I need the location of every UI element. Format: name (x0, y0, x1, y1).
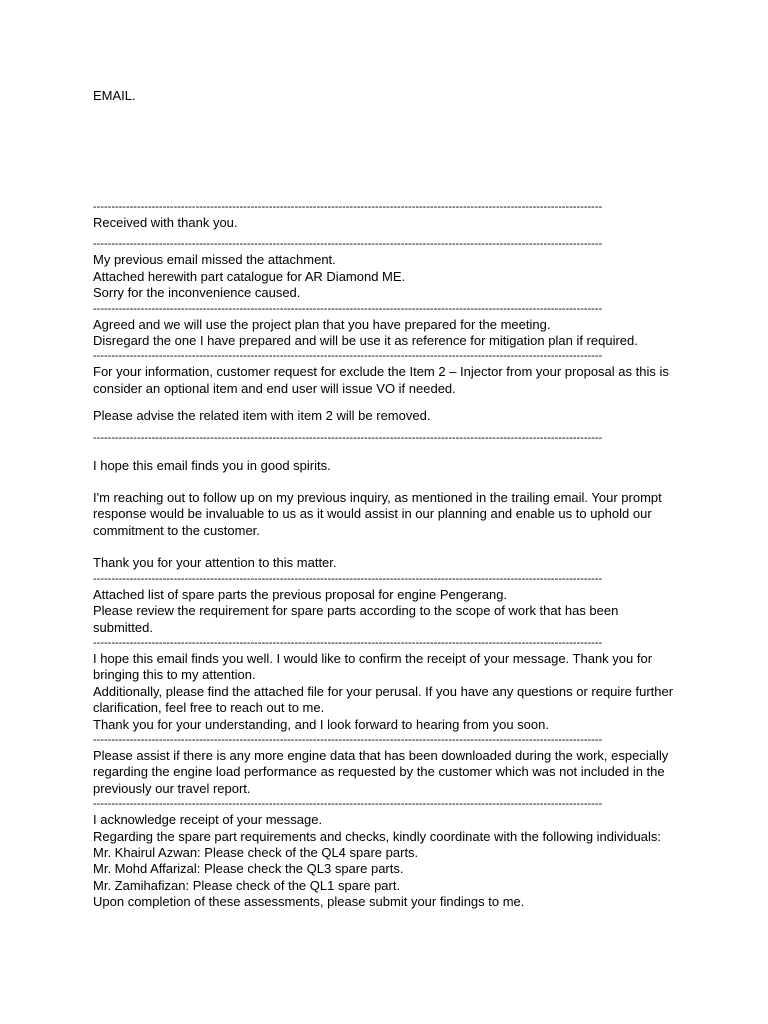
email-section (93, 215, 678, 231)
email-section (93, 748, 678, 797)
separator-line: ------------------------------------------------------------------------------------------------------------------------------------------- (93, 431, 603, 444)
paragraph: Sorry for the inconvenience caused. (93, 285, 301, 301)
paragraph: Agreed and we will use the project plan that you have prepared for the meeting. (93, 316, 551, 332)
paragraph: Upon completion of these assessments, please submit your findings to me. (93, 894, 525, 910)
separator-line: ------------------------------------------------------------------------------------------------------------------------------------------- (93, 302, 603, 315)
email-section (93, 364, 678, 424)
email-section (93, 317, 678, 350)
paragraph: Thank you for your attention to this matter. (93, 555, 337, 571)
paragraph: I'm reaching out to follow up on my previous inquiry, as mentioned in the trailing email. Your prompt response would be invaluable to us as it would assist in our planning and enable us to uphold our commitment to the customer. (93, 490, 662, 538)
email-section (93, 252, 678, 301)
email-section (93, 458, 678, 572)
separator-line: ------------------------------------------------------------------------------------------------------------------------------------------- (93, 572, 603, 585)
email-body (93, 200, 678, 911)
paragraph: Attached herewith part catalogue for AR Diamond ME. (93, 268, 406, 284)
paragraph: Regarding the spare part requirements and checks, kindly coordinate with the following individuals: (93, 828, 661, 844)
paragraph: Thank you for your understanding, and I look forward to hearing from you soon. (93, 716, 549, 732)
paragraph: My previous email missed the attachment. (93, 252, 336, 268)
paragraph: For your information, customer request for exclude the Item 2 – Injector from your proposal as this is consider an optional item and end user will issue VO if needed. (93, 364, 669, 396)
paragraph: Additionally, please find the attached file for your perusal. If you have any questions or require further clarification, feel free to reach out to me. (93, 683, 674, 716)
paragraph: Disregard the one I have prepared and will be use it as reference for mitigation plan if required. (93, 333, 638, 349)
separator-line: ------------------------------------------------------------------------------------------------------------------------------------------- (93, 350, 603, 363)
email-section (93, 651, 678, 733)
separator-line: ------------------------------------------------------------------------------------------------------------------------------------------- (93, 636, 603, 649)
paragraph: Mr. Zamihafizan: Please check of the QL1 spare part. (93, 877, 401, 893)
paragraph: Please advise the related item with item 2 will be removed. (93, 408, 431, 424)
separator-line: ------------------------------------------------------------------------------------------------------------------------------------------- (93, 201, 603, 213)
separator-line: ------------------------------------------------------------------------------------------------------------------------------------------- (93, 733, 603, 746)
email-section (93, 587, 678, 636)
separator-line: ------------------------------------------------------------------------------------------------------------------------------------------- (93, 238, 603, 251)
document-title: EMAIL. (93, 88, 136, 103)
email-section (93, 812, 678, 910)
paragraph: I acknowledge receipt of your message. (93, 812, 323, 828)
paragraph: I hope this email finds you well. I would like to confirm the receipt of your message. Thank you for bringing this to my attention. (93, 650, 653, 683)
paragraph: Mr. Khairul Azwan: Please check of the QL4 spare parts. (93, 844, 419, 860)
paragraph: Mr. Mohd Affarizal: Please check the QL3 spare parts. (93, 861, 404, 877)
paragraph: Please assist if there is any more engine data that has been downloaded during the work, especially regarding the engine load performance as requested by the customer which was not included in the previously our travel report. (93, 747, 669, 796)
paragraph: I hope this email finds you in good spirits. (93, 457, 331, 473)
separator-line: ------------------------------------------------------------------------------------------------------------------------------------------- (93, 798, 603, 811)
paragraph: Attached list of spare parts the previous proposal for engine Pengerang. (93, 586, 508, 602)
paragraph: Please review the requirement for spare parts according to the scope of work that has been submitted. (93, 603, 619, 635)
paragraph: Received with thank you. (93, 215, 238, 230)
